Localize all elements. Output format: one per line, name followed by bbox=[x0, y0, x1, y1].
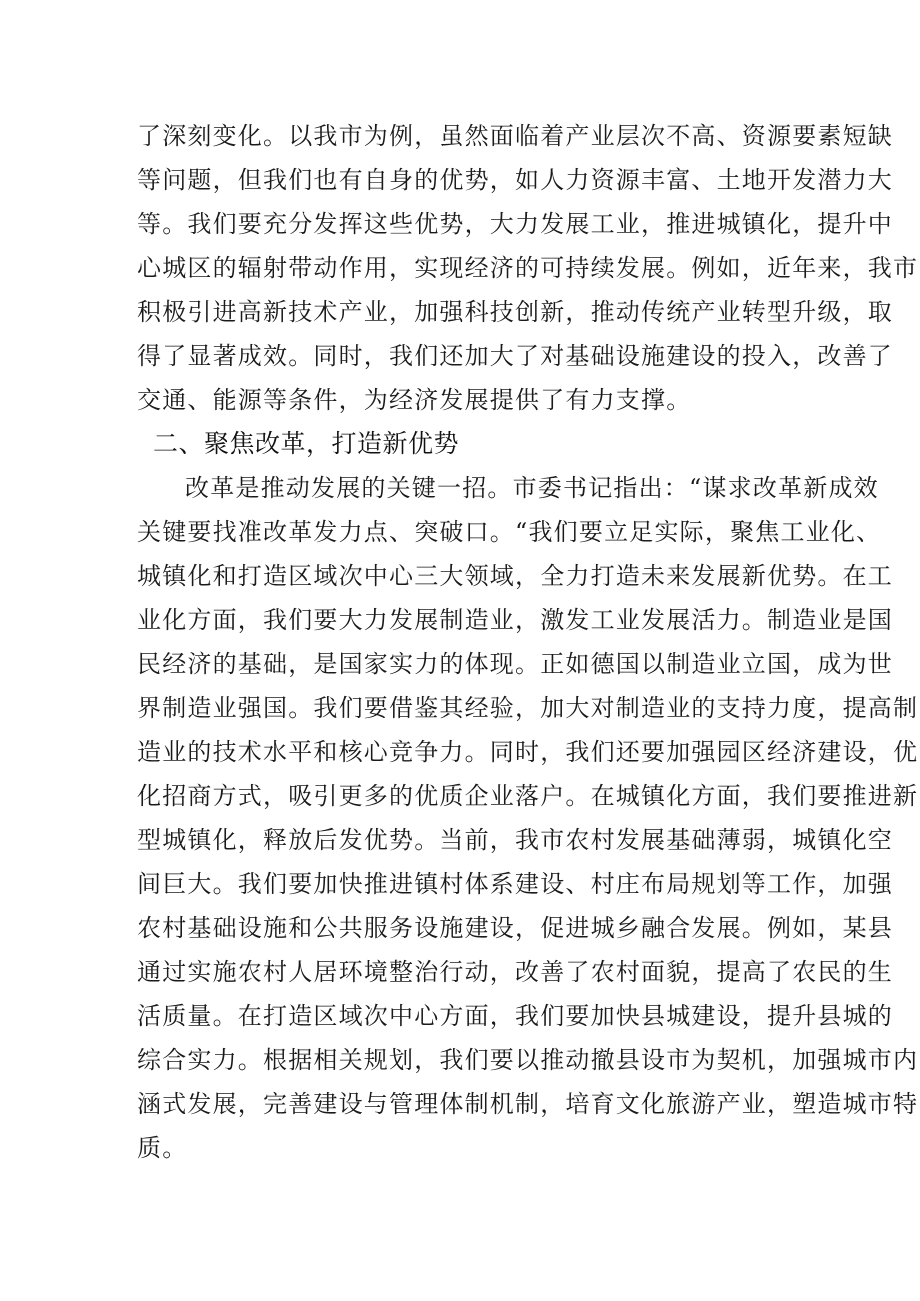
paragraph-line: 心城区的辐射带动作用，实现经济的可持续发展。例如，近年来，我市 bbox=[137, 254, 919, 282]
paragraph-line: 型城镇化，释放后发优势。当前，我市农村发展基础薄弱，城镇化空 bbox=[137, 826, 893, 854]
paragraph-line: 通过实施农村人居环境整治行动，改善了农村面貌，提高了农民的生 bbox=[137, 958, 893, 986]
paragraph-2 bbox=[137, 466, 919, 1170]
paragraph-line: 活质量。在打造区域次中心方面，我们要加快县城建设，提升县城的 bbox=[137, 1002, 893, 1030]
paragraph-line: 民经济的基础，是国家实力的体现。正如德国以制造业立国，成为世 bbox=[137, 650, 893, 678]
paragraph-1 bbox=[137, 114, 919, 422]
paragraph-line: 质。 bbox=[137, 1134, 188, 1162]
section-heading: 二、聚焦改革，打造新优势 bbox=[153, 429, 460, 458]
paragraph-line: 积极引进高新技术产业，加强科技创新，推动传统产业转型升级，取 bbox=[137, 298, 893, 326]
paragraph-line: 造业的技术水平和核心竞争力。同时，我们还要加强园区经济建设，优 bbox=[137, 738, 919, 766]
paragraph-line: 交通、能源等条件，为经济发展提供了有力支撑。 bbox=[137, 386, 692, 414]
paragraph-line: 综合实力。根据相关规划，我们要以推动撤县设市为契机，加强城市内 bbox=[137, 1046, 919, 1074]
paragraph-line: 得了显著成效。同时，我们还加大了对基础设施建设的投入，改善了 bbox=[137, 342, 893, 370]
paragraph-line: 化招商方式，吸引更多的优质企业落户。在城镇化方面，我们要推进新 bbox=[137, 782, 919, 810]
paragraph-line: 了深刻变化。以我市为例，虽然面临着产业层次不高、资源要素短缺 bbox=[137, 122, 893, 150]
paragraph-line: 涵式发展，完善建设与管理体制机制，培育文化旅游产业，塑造城市特 bbox=[137, 1090, 919, 1118]
paragraph-line: 等问题，但我们也有自身的优势，如人力资源丰富、土地开发潜力大 bbox=[137, 166, 893, 194]
paragraph-line: 业化方面，我们要大力发展制造业，激发工业发展活力。制造业是国 bbox=[137, 606, 893, 634]
paragraph-line: 农村基础设施和公共服务设施建设，促进城乡融合发展。例如，某县 bbox=[137, 914, 893, 942]
paragraph-line: 等。我们要充分发挥这些优势，大力发展工业，推进城镇化，提升中 bbox=[137, 210, 893, 238]
paragraph-line: 关键要找准改革发力点、突破口。“我们要立足实际，聚焦工业化、 bbox=[137, 518, 882, 546]
paragraph-line: 间巨大。我们要加快推进镇村体系建设、村庄布局规划等工作，加强 bbox=[137, 870, 893, 898]
paragraph-line: 改革是推动发展的关键一招。市委书记指出：“谋求改革新成效 bbox=[185, 474, 879, 502]
paragraph-line: 城镇化和打造区域次中心三大领域，全力打造未来发展新优势。在工 bbox=[137, 562, 893, 590]
paragraph-line: 界制造业强国。我们要借鉴其经验，加大对制造业的支持力度，提高制 bbox=[137, 694, 919, 722]
document-body bbox=[137, 114, 919, 1170]
